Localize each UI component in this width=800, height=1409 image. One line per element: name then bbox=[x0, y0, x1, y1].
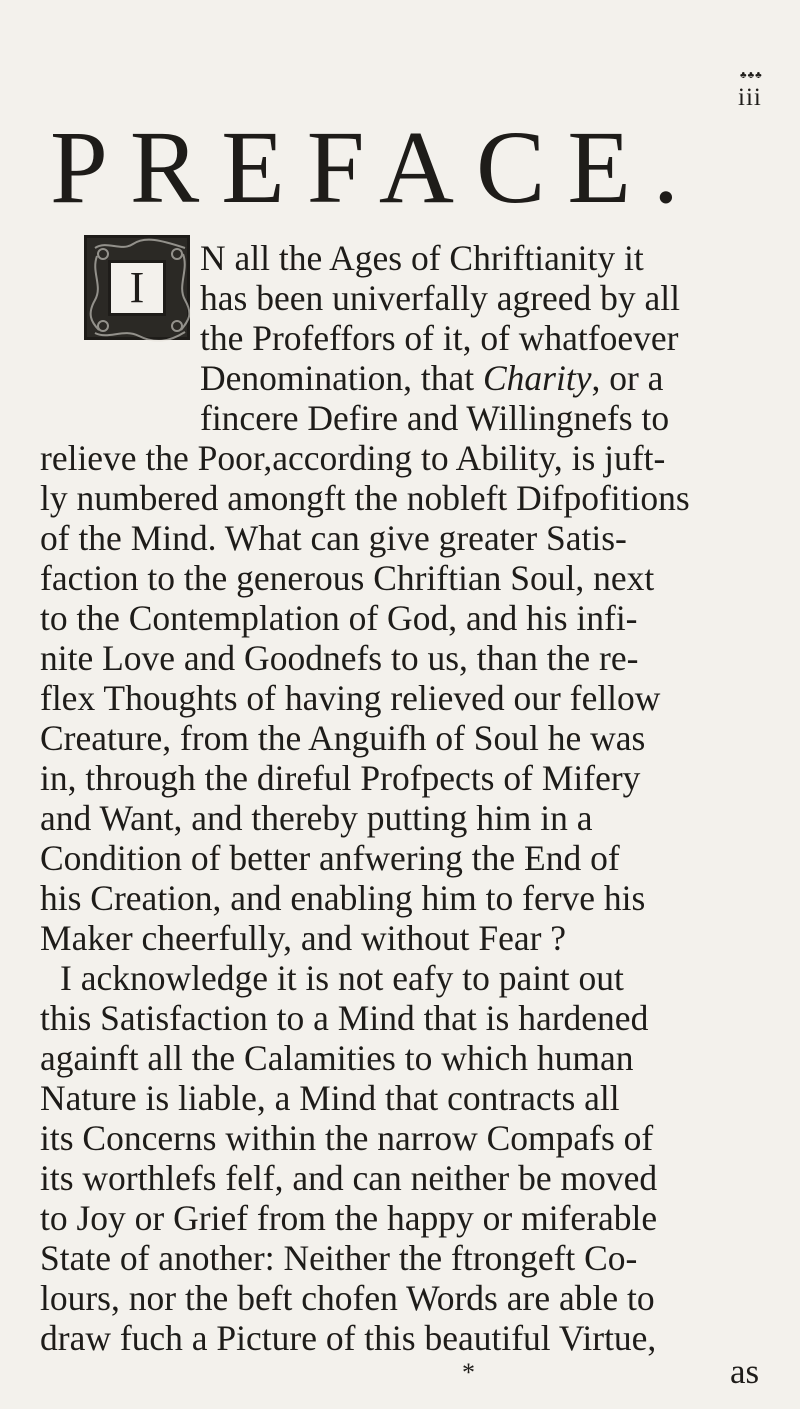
text-line: lours, nor the beft chofen Words are able to bbox=[40, 1278, 655, 1318]
text-line: this Satisfaction to a Mind that is hardened bbox=[40, 998, 649, 1038]
drop-cap-ornament bbox=[84, 235, 190, 340]
text-line: of the Mind. What can give greater Satis- bbox=[40, 518, 627, 558]
text-line: Nature is liable, a Mind that contracts all bbox=[40, 1078, 620, 1118]
page-number: iii bbox=[738, 84, 762, 111]
page-ornament: ♣♣♣ bbox=[740, 70, 763, 81]
text-line: I acknowledge it is not eafy to paint out bbox=[60, 958, 624, 998]
text-line: his Creation, and enabling him to ferve his bbox=[40, 878, 646, 918]
text-line: nite Love and Goodnefs to us, than the re- bbox=[40, 638, 639, 678]
text-line: its Concerns within the narrow Compafs of bbox=[40, 1118, 654, 1158]
text-line: Maker cheerfully, and without Fear ? bbox=[40, 918, 567, 958]
italic-word: Charity bbox=[482, 358, 592, 398]
text-line: Creature, from the Anguifh of Soul he was bbox=[40, 718, 646, 758]
text-line: to the Contemplation of God, and his infi- bbox=[40, 598, 638, 638]
text-line-part: , or a bbox=[591, 358, 664, 398]
text-line: ly numbered amongft the nobleft Difpofitions bbox=[40, 478, 690, 518]
text-line: flex Thoughts of having relieved our fellow bbox=[40, 678, 661, 718]
text-line: in, through the direful Profpects of Mifery bbox=[40, 758, 641, 798]
drop-cap-letter: I bbox=[108, 260, 166, 316]
text-line: fincere Defire and Willingnefs to bbox=[200, 398, 670, 438]
signature-mark: * bbox=[462, 1358, 475, 1387]
catchword: as bbox=[730, 1352, 760, 1391]
text-line bbox=[200, 358, 663, 398]
text-line: draw fuch a Picture of this beautiful Virtue, bbox=[40, 1318, 657, 1358]
text-line: to Joy or Grief from the happy or miferable bbox=[40, 1198, 658, 1238]
text-line: faction to the generous Chriftian Soul, next bbox=[40, 558, 655, 598]
page-title: PREFACE. bbox=[50, 110, 701, 225]
text-line: has been univerfally agreed by all bbox=[200, 278, 681, 318]
text-line: N all the Ages of Chriftianity it bbox=[200, 238, 644, 278]
text-line: State of another: Neither the ftrongeft Co- bbox=[40, 1238, 638, 1278]
text-line: its worthlefs felf, and can neither be moved bbox=[40, 1158, 658, 1198]
text-line: the Profeffors of it, of whatfoever bbox=[200, 318, 679, 358]
text-line-part: Denomination, that bbox=[200, 358, 483, 398]
text-line: relieve the Poor,according to Ability, is juft- bbox=[40, 438, 666, 478]
text-line: Condition of better anfwering the End of bbox=[40, 838, 620, 878]
text-line: and Want, and thereby putting him in a bbox=[40, 798, 593, 838]
text-line: againft all the Calamities to which human bbox=[40, 1038, 634, 1078]
